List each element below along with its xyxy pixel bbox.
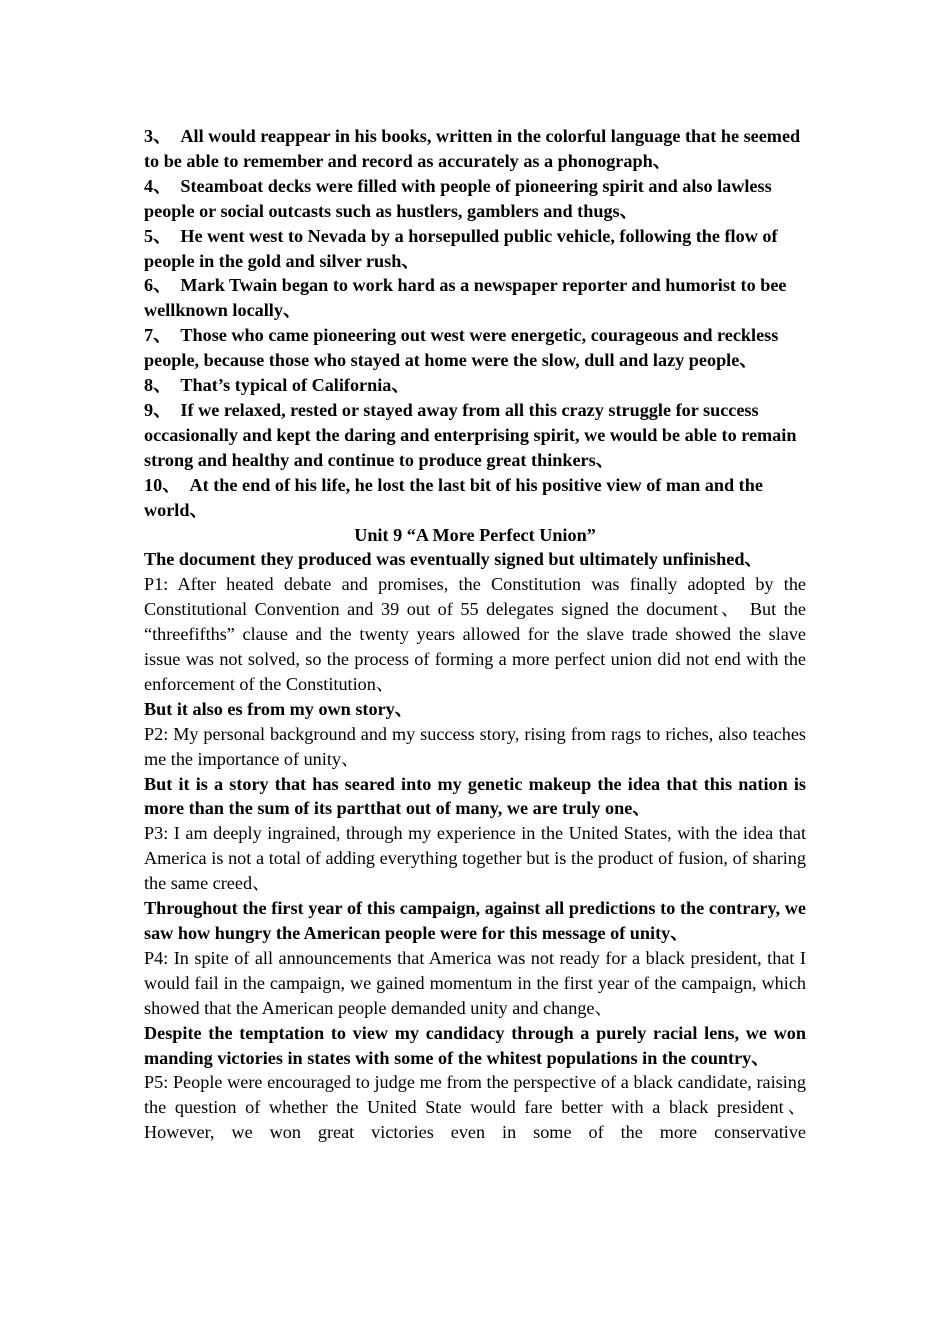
item-number: 10、 xyxy=(144,474,181,495)
item-text: All would reappear in his books, written in the colorful language that he seemed to be able to remember and record as accurately as a phonograph、 xyxy=(144,126,801,171)
item-text: If we relaxed, rested or stayed away from all this crazy struggle for success occasionally and kept the daring and enterprising spirit, we would be able to remain strong and healthy and continue to produce great thinkers、 xyxy=(144,399,797,470)
sentence-paraphrase-list xyxy=(144,547,806,1145)
list-item xyxy=(144,124,806,174)
item-text: Mark Twain began to work hard as a newspaper reporter and humorist to bee wellknown locally、 xyxy=(144,275,787,321)
item-text: That’s typical of California、 xyxy=(180,375,410,396)
item-number: 6、 xyxy=(144,275,172,296)
unit-title: Unit 9 “A More Perfect Union” xyxy=(354,524,596,545)
paraphrase: P5: People were encouraged to judge me from the perspective of a black candidate, raising the question of whether the United State would fare better with a black president、 However, we won great victories even in some of the more conservative xyxy=(144,1072,806,1143)
list-item xyxy=(144,174,806,224)
list-item xyxy=(144,323,806,373)
item-number: 7、 xyxy=(144,325,172,346)
original-sentence: But it is a story that has seared into my genetic makeup the idea that this nation is more than the sum of its partthat out of many, we are truly one、 xyxy=(144,773,806,819)
original-sentence: Throughout the first year of this campaign, against all predictions to the contrary, we saw how hungry the American people were for this message of unity、 xyxy=(144,898,806,943)
original-sentence: But it also es from my own story、 xyxy=(144,698,413,719)
item-number: 3、 xyxy=(144,126,172,146)
paraphrase: P1: After heated debate and promises, the Constitution was finally adopted by the Constitutional Convention and 39 out of 55 delegates signed the document、 But the “threefifths” clause and the twenty years allowed for the slave trade showed the slave issue was not solved, so the process of forming a more perfect union did not end with the enforcement of the Constitution、 xyxy=(144,574,806,694)
list-item xyxy=(144,224,806,274)
paraphrase: P4: In spite of all announcements that America was not ready for a black president, that I would fail in the campaign, we gained momentum in the first year of the campaign, which showed that the American people demanded unity and change、 xyxy=(144,947,806,1018)
item-text: Steamboat decks were filled with people of pioneering spirit and also lawless people or social outcasts such as hustlers, gamblers and thugs、 xyxy=(144,175,772,221)
item-text: He went west to Nevada by a horsepulled public vehicle, following the flow of people in the gold and silver rush、 xyxy=(144,225,778,271)
list-item xyxy=(144,473,806,523)
list-item xyxy=(144,273,806,323)
paraphrase: P2: My personal background and my success story, rising from rags to riches, also teaches me the importance of unity、 xyxy=(144,723,806,769)
item-text: Those who came pioneering out west were energetic, courageous and reckless people, because those who stayed at home were the slow, dull and lazy people、 xyxy=(144,325,779,371)
numbered-list xyxy=(144,124,806,523)
item-text: At the end of his life, he lost the last bit of his positive view of man and the world、 xyxy=(144,474,763,520)
item-number: 9、 xyxy=(144,399,172,420)
item-number: 8、 xyxy=(144,375,172,396)
list-item xyxy=(144,398,806,473)
item-number: 5、 xyxy=(144,225,172,246)
paraphrase: P3: I am deeply ingrained, through my experience in the United States, with the idea that America is not a total of adding everything together but is the product of fusion, of sharing the same creed、 xyxy=(144,823,806,894)
document-page xyxy=(144,124,806,1145)
original-sentence: The document they produced was eventually signed but ultimately unfinished、 xyxy=(144,549,763,570)
list-item xyxy=(144,373,806,398)
item-number: 4、 xyxy=(144,175,172,196)
original-sentence: Despite the temptation to view my candidacy through a purely racial lens, we won manding victories in states with some of the whitest populations in the country、 xyxy=(144,1022,806,1068)
